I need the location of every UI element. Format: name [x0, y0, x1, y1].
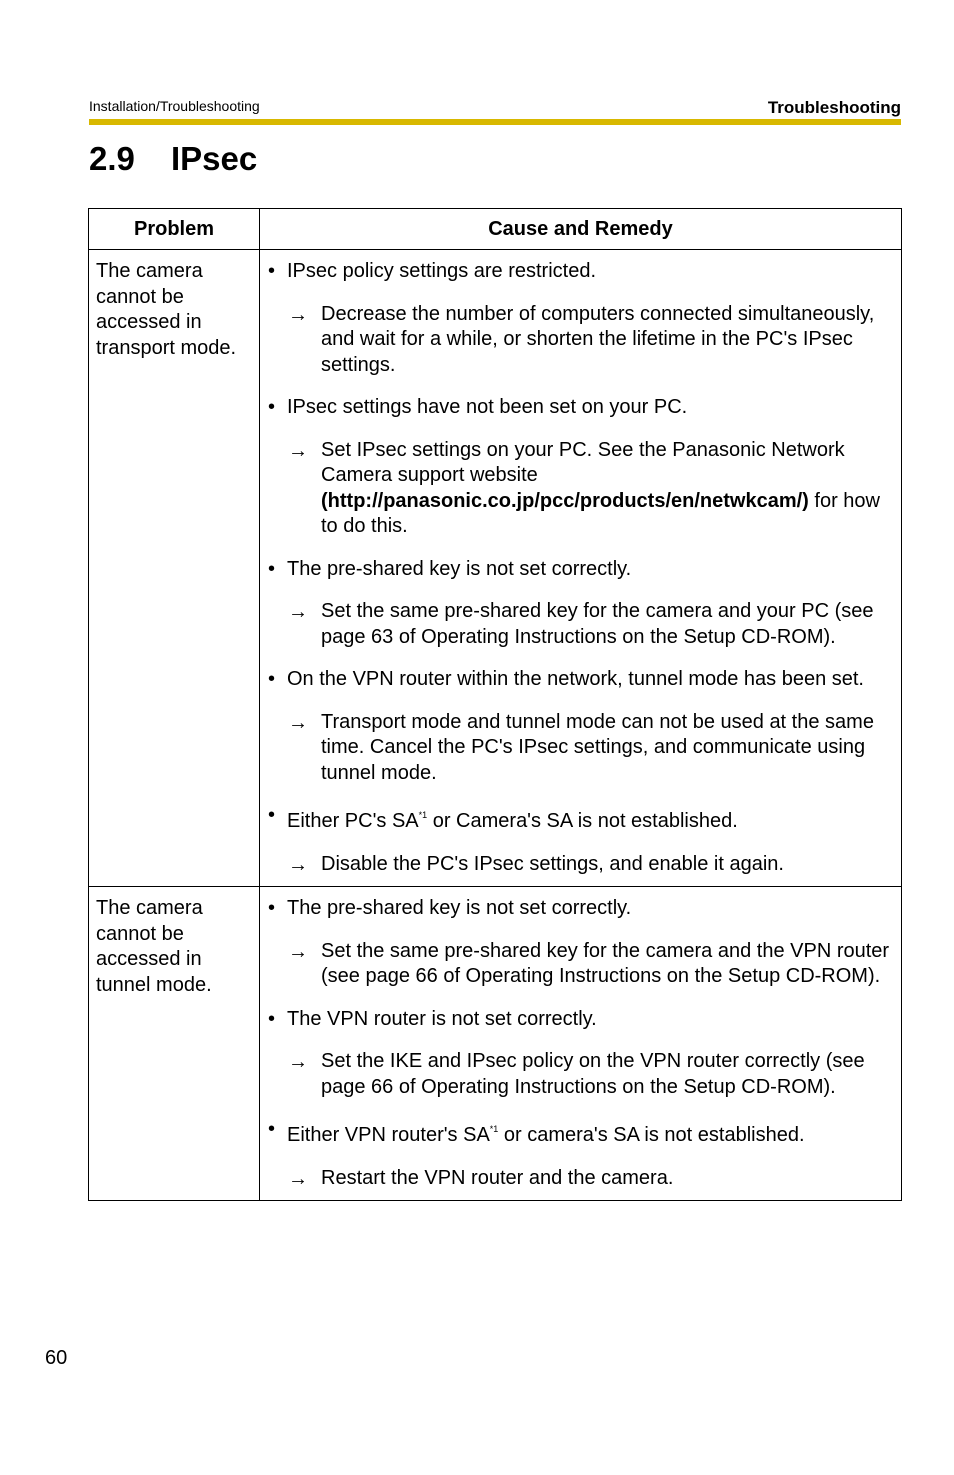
- cause-text: Either PC's SA: [287, 810, 419, 832]
- cause-text: Either VPN router's SA: [287, 1124, 490, 1146]
- remedy-item: [260, 302, 891, 379]
- remedy-text-tail: for how to do this.: [321, 489, 880, 537]
- support-url: (http://panasonic.co.jp/pcc/products/en/netwkcam/): [321, 489, 809, 512]
- arrow-icon: →: [288, 439, 308, 462]
- table-header-row: [89, 209, 902, 250]
- bullet-icon: •: [268, 260, 276, 282]
- cause-item: [260, 557, 891, 583]
- remedy-item: [260, 599, 891, 650]
- remedy-text: Set IPsec settings on your PC. See the Panasonic Network Camera support website: [321, 438, 845, 486]
- arrow-icon: →: [288, 853, 308, 876]
- remedy-text: Disable the PC's IPsec settings, and enable it again.: [321, 852, 784, 875]
- cause-text-tail: or Camera's SA is not established.: [427, 810, 738, 832]
- cause-item: [260, 1007, 891, 1033]
- remedy-text: Set the same pre-shared key for the camera and your PC (see page 63 of Operating Instructions on the Setup CD-ROM).: [321, 600, 874, 648]
- cause-remedy-cell: [260, 250, 902, 887]
- cause-item: [260, 667, 891, 693]
- cause-text: The VPN router is not set correctly.: [287, 1007, 597, 1030]
- cause-text-tail: or camera's SA is not established.: [498, 1124, 805, 1146]
- running-header-section: Installation/Troubleshooting: [89, 98, 260, 114]
- page-number: 60: [45, 1347, 68, 1369]
- remedy-text: Set the same pre-shared key for the camera and the VPN router (see page 66 of Operating Instructions on the Setup CD-ROM).: [321, 939, 890, 987]
- remedy-text: Transport mode and tunnel mode can not be used at the same time. Cancel the PC's IPsec settings, and communicate using tunnel mode.: [321, 710, 874, 784]
- cause-item: [260, 259, 891, 285]
- bullet-icon: •: [268, 396, 276, 418]
- cause-text: The pre-shared key is not set correctly.: [287, 897, 632, 919]
- remedy-text: Set the IKE and IPsec policy on the VPN router correctly (see page 66 of Operating Instructions on the Setup CD-ROM).: [321, 1050, 865, 1098]
- cause-item: [260, 803, 891, 835]
- header-rule: [89, 119, 901, 125]
- troubleshooting-table: [88, 208, 902, 1201]
- bullet-icon: •: [268, 1007, 276, 1030]
- table-row: [89, 887, 902, 1201]
- footnote-marker: *1: [489, 1124, 499, 1134]
- problem-cell: The camera cannot be accessed in transport mode.: [89, 250, 260, 887]
- section-number: 2.9: [89, 140, 135, 177]
- remedy-item: [260, 1166, 891, 1192]
- remedy-item: [260, 852, 891, 878]
- cause-text: IPsec settings have not been set on your PC.: [287, 396, 688, 418]
- cause-remedy-cell: [260, 887, 902, 1201]
- arrow-icon: →: [288, 940, 308, 963]
- running-header-chapter: Troubleshooting: [767, 98, 901, 117]
- section-title-text: IPsec: [171, 140, 258, 177]
- bullet-icon: •: [268, 557, 276, 580]
- column-header-cause-remedy: Cause and Remedy: [260, 209, 902, 250]
- arrow-icon: →: [288, 303, 308, 326]
- remedy-item: [260, 438, 891, 540]
- footnote-marker: *1: [418, 810, 428, 820]
- remedy-text: Decrease the number of computers connected simultaneously, and wait for a while, or shorten the lifetime in the PC's IPsec settings.: [321, 302, 875, 376]
- arrow-icon: →: [288, 1051, 308, 1073]
- column-header-problem: Problem: [89, 209, 260, 250]
- cause-item: [260, 1117, 891, 1149]
- arrow-icon: →: [288, 711, 308, 734]
- section-title: [89, 140, 257, 178]
- bullet-icon: •: [268, 1118, 276, 1140]
- problem-cell: The camera cannot be accessed in tunnel mode.: [89, 887, 260, 1201]
- arrow-icon: →: [288, 1167, 308, 1190]
- cause-item: [260, 896, 891, 922]
- bullet-icon: •: [268, 668, 276, 690]
- bullet-icon: •: [268, 804, 276, 826]
- bullet-icon: •: [268, 897, 276, 919]
- arrow-icon: →: [288, 601, 308, 623]
- remedy-item: [260, 710, 891, 787]
- cause-item: [260, 395, 891, 421]
- cause-text: On the VPN router within the network, tunnel mode has been set.: [287, 668, 864, 690]
- cause-text: The pre-shared key is not set correctly.: [287, 557, 632, 580]
- remedy-text: Restart the VPN router and the camera.: [321, 1166, 674, 1189]
- remedy-item: [260, 939, 891, 990]
- table-row: [89, 250, 902, 887]
- cause-text: IPsec policy settings are restricted.: [287, 260, 597, 282]
- remedy-item: [260, 1049, 891, 1100]
